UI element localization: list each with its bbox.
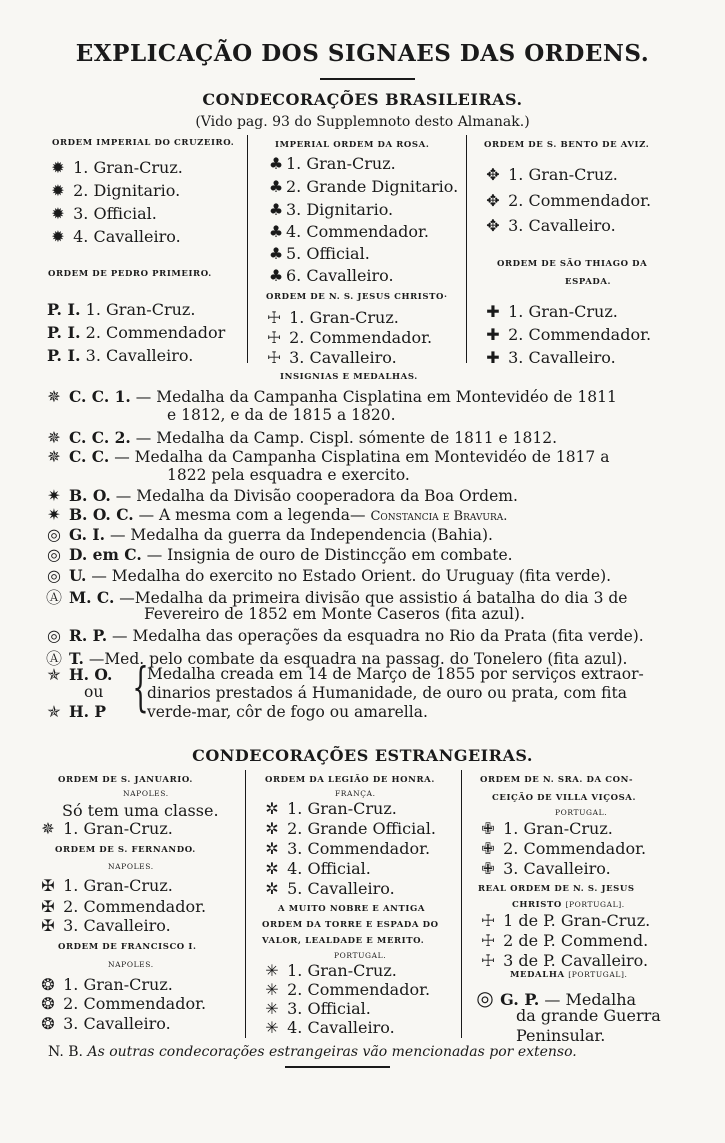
list-item: ✥ 1. Gran-Cruz. [483, 165, 618, 184]
rose-medal-icon: ♣ [268, 177, 284, 196]
list-item: ❂ 1. Gran-Cruz. [38, 975, 173, 994]
medal-entry: ✵ C. C. — Medalha da Campanha Cisplatina em Montevidéo de 1817 a [44, 447, 609, 466]
list-item: P. I. 2. Commendador [47, 323, 226, 342]
medal-entry-cont: Fevereiro de 1852 em Monte Caseros (fita azul). [144, 605, 525, 623]
section-heading-brasileiras: CONDECORAÇÕES BRASILEIRAS. [202, 90, 523, 109]
list-item: ✳ 4. Cavalleiro. [262, 1018, 395, 1037]
order-heading-januario: ORDEM DE S. JANUARIO. [58, 775, 193, 785]
list-item: ✚ 1. Gran-Cruz. [483, 302, 618, 321]
list-item: ✳ 3. Official. [262, 999, 371, 1018]
list-item: ✙ 2. Commendador. [478, 839, 646, 858]
order-heading-christo-pt: REAL ORDEM DE N. S. JESUS [478, 884, 635, 894]
country-label: FRANÇA. [335, 789, 376, 798]
order-heading-medalha: MEDALHA [PORTUGAL]. [510, 970, 628, 980]
medal-entry-cont: 1822 pela esquadra e exercito. [167, 466, 410, 484]
medal-entry: ✵ C. C. 1. — Medalha da Campanha Cisplatina em Montevidéo de 1811 [44, 387, 617, 406]
order-heading-cruzeiro: ORDEM IMPERIAL DO CRUZEIRO. [52, 138, 235, 148]
list-item: ☩ 1. Gran-Cruz. [264, 308, 399, 327]
medal-entry: Ⓐ M. C. —Medalha da primeira divisão que assistio á batalha do dia 3 de [44, 585, 627, 608]
order-heading-pedro: ORDEM DE PEDRO PRIMEIRO. [48, 269, 212, 279]
tower-sword-star-icon: ✳ [265, 1018, 279, 1037]
cross-icon: ☩ [480, 951, 496, 970]
medal-entry: ◎ R. P. — Medalha das operações da esquadra no Rio da Prata (fita verde). [44, 626, 644, 645]
order-heading-fernando: ORDEM DE S. FERNANDO. [55, 845, 196, 855]
conceicao-cross-icon: ✙ [481, 859, 495, 878]
list-item: ✠ 3. Cavalleiro. [38, 916, 171, 935]
ring-medal-icon: ◎ [47, 545, 61, 564]
list-item: ✙ 3. Cavalleiro. [478, 859, 611, 878]
legion-star-icon: ✲ [265, 859, 279, 878]
list-item: ☩ 1 de P. Gran-Cruz. [478, 911, 650, 930]
list-item: ❂ 2. Commendador. [38, 994, 206, 1013]
country-label: PORTUGAL. [334, 951, 387, 960]
tower-sword-star-icon: ✳ [265, 999, 279, 1018]
list-item: P. I. 1. Gran-Cruz. [47, 300, 196, 319]
list-item: ✙ 1. Gran-Cruz. [478, 819, 613, 838]
medal-entry: ✷ B. O. C. — A mesma com a legenda— Constancia e Bravura. [44, 505, 507, 524]
rose-medal-icon: ♣ [268, 154, 284, 173]
medal-description: verde-mar, côr de fogo ou amarella. [147, 703, 428, 721]
order-heading-conceicao: ORDEM DE N. SRA. DA CON- [480, 775, 634, 785]
list-item: ✥ 2. Commendador. [483, 191, 651, 210]
list-item: ✹ 2. Dignitario. [48, 181, 180, 200]
column-divider [461, 770, 462, 1038]
tower-sword-star-icon: ✳ [265, 980, 279, 999]
list-item: ✹ 1. Gran-Cruz. [48, 158, 183, 177]
order-heading-torre-cont: ORDEM DA TORRE E ESPADA DO [262, 920, 439, 930]
circle-a-medal-icon: Ⓐ [45, 649, 62, 668]
medal-entry-hp: ✯ H. P [44, 702, 106, 721]
round-medal-icon: ❂ [41, 1014, 55, 1033]
column-divider [466, 135, 467, 363]
list-item-cont: da grande Guerra [516, 1006, 661, 1025]
star-medal-icon: ✷ [47, 486, 61, 505]
circle-a-medal-icon: Ⓐ [45, 588, 62, 607]
fleury-cross-icon: ✥ [486, 165, 500, 184]
column-divider [247, 135, 248, 363]
medal-entry: ◎ G. I. — Medalha da guerra da Independencia (Bahia). [44, 525, 493, 544]
order-heading-francisco: ORDEM DE FRANCISCO I. [58, 942, 197, 952]
medal-entry-ho: ✯ H. O. [44, 665, 112, 684]
fleury-cross-icon: ✥ [486, 216, 500, 235]
order-heading-conceicao-cont: CEIÇÃO DE VILLA VIÇOSA. [492, 793, 637, 803]
sword-cross-icon: ✚ [486, 348, 500, 367]
list-item: ☩ 2 de P. Commend. [478, 931, 648, 950]
rose-medal-icon: ♣ [268, 222, 284, 241]
fleury-cross-icon: ✥ [486, 191, 500, 210]
star-medal-icon: ✯ [47, 702, 61, 721]
medal-entry-cont: e 1812, e da de 1815 a 1820. [167, 406, 396, 424]
list-item: ✲ 1. Gran-Cruz. [262, 799, 397, 818]
conceicao-cross-icon: ✙ [481, 819, 495, 838]
list-item: ♣ 2. Grande Dignitario. [266, 177, 458, 196]
country-label: PORTUGAL. [555, 808, 608, 817]
list-item: ✵ 1. Gran-Cruz. [38, 819, 173, 838]
medal-entry: Ⓐ T. —Med. pelo combate da esquadra na passag. do Tonelero (fita azul). [44, 646, 627, 669]
sword-cross-icon: ✚ [486, 325, 500, 344]
list-item: ✳ 2. Commendador. [262, 980, 430, 999]
list-item: ✳ 1. Gran-Cruz. [262, 961, 397, 980]
list-item: ♣ 1. Gran-Cruz. [266, 154, 396, 173]
footnote: N. B. As outras condecorações estrangeiras vão mencionadas por extenso. [48, 1044, 577, 1060]
divider [285, 1066, 390, 1068]
page-title: EXPLICAÇÃO DOS SIGNAES DAS ORDENS. [75, 40, 650, 67]
ring-medal-icon: ◎ [476, 986, 494, 1010]
star-medal-icon: ✯ [47, 665, 61, 684]
list-item: ✥ 3. Cavalleiro. [483, 216, 616, 235]
ring-medal-icon: ◎ [47, 626, 61, 645]
country-label: NAPOLES. [123, 789, 169, 798]
section-subheading-insignias: INSIGNIAS E MEDALHAS. [280, 372, 418, 382]
star-medal-icon: ✹ [51, 181, 65, 200]
list-item: ☩ 2. Commendador. [264, 328, 432, 347]
order-heading-thiago-cont: ESPADA. [565, 277, 612, 287]
reference-note: (Vido pag. 93 do Supplemnoto desto Almanak.) [195, 114, 530, 130]
list-item: ✲ 5. Cavalleiro. [262, 879, 395, 898]
cross-icon: ☩ [480, 911, 496, 930]
list-item: ◎ G. P. — Medalha [476, 986, 637, 1010]
medal-description: Medalha creada em 14 de Março de 1855 por serviços extraor- [147, 665, 644, 683]
order-heading-christo: ORDEM DE N. S. JESUS CHRISTO· [266, 292, 448, 302]
legion-star-icon: ✲ [265, 839, 279, 858]
medal-entry: ◎ U. — Medalha do exercito no Estado Orient. do Uruguay (fita verde). [44, 566, 611, 585]
list-item: ✲ 3. Commendador. [262, 839, 430, 858]
divider [320, 78, 415, 80]
tower-sword-star-icon: ✳ [265, 961, 279, 980]
star-medal-icon: ✷ [47, 505, 61, 524]
cross-pattee-icon: ✠ [41, 876, 55, 895]
list-item: ☩ 3. Cavalleiro. [264, 348, 397, 367]
column-divider [245, 770, 246, 1038]
list-item: ✠ 1. Gran-Cruz. [38, 876, 173, 895]
list-item: ✠ 2. Commendador. [38, 897, 206, 916]
ring-medal-icon: ◎ [47, 566, 61, 585]
medal-entry: ✵ C. C. 2. — Medalha da Camp. Cispl. sómente de 1811 e 1812. [44, 428, 557, 447]
list-item: ♣ 3. Dignitario. [266, 200, 393, 219]
list-item: ❂ 3. Cavalleiro. [38, 1014, 171, 1033]
sword-cross-icon: ✚ [486, 302, 500, 321]
medal-entry: ✷ B. O. — Medalha da Divisão cooperadora da Boa Ordem. [44, 486, 518, 505]
star-cross-icon: ✵ [47, 447, 61, 466]
conceicao-cross-icon: ✙ [481, 839, 495, 858]
list-item: ✲ 2. Grande Official. [262, 819, 436, 838]
round-medal-icon: ❂ [41, 994, 55, 1013]
cross-icon: ☩ [266, 308, 282, 327]
ring-medal-icon: ◎ [47, 525, 61, 544]
legion-star-icon: ✲ [265, 799, 279, 818]
order-heading-thiago: ORDEM DE SÃO THIAGO DA [497, 259, 648, 269]
list-item: ✚ 2. Commendador. [483, 325, 651, 344]
cross-pattee-icon: ✠ [41, 897, 55, 916]
list-item: ♣ 5. Official. [266, 244, 370, 263]
cross-icon: ☩ [266, 328, 282, 347]
cross-pattee-icon: ✠ [41, 916, 55, 935]
medal-entry: ◎ D. em C. — Insignia de ouro de Distincção em combate. [44, 545, 513, 564]
cross-icon: ☩ [266, 348, 282, 367]
brace: { [132, 658, 149, 718]
legion-star-icon: ✲ [265, 819, 279, 838]
list-item: ✚ 3. Cavalleiro. [483, 348, 616, 367]
medal-description: dinarios prestados á Humanidade, de ouro ou prata, com fita [147, 684, 627, 702]
rose-medal-icon: ♣ [268, 200, 284, 219]
order-heading-christo-pt-cont: CHRISTO [PORTUGAL]. [512, 900, 625, 910]
order-heading-torre: A MUITO NOBRE E ANTIGA [278, 904, 426, 914]
list-item: ✹ 3. Official. [48, 204, 157, 223]
list-item: ✲ 4. Official. [262, 859, 371, 878]
star-medal-icon: ✹ [51, 204, 65, 223]
order-heading-rosa: IMPERIAL ORDEM DA ROSA. [275, 140, 430, 150]
star-cross-icon: ✵ [47, 428, 61, 447]
country-label: NAPOLES. [108, 960, 154, 969]
rose-medal-icon: ♣ [268, 266, 284, 285]
legion-star-icon: ✲ [265, 879, 279, 898]
section-heading-estrangeiras: CONDECORAÇÕES ESTRANGEIRAS. [192, 746, 533, 765]
list-item-cont: Peninsular. [516, 1026, 606, 1045]
star-medal-icon: ✹ [51, 227, 65, 246]
round-medal-icon: ❂ [41, 975, 55, 994]
list-item: ♣ 4. Commendador. [266, 222, 429, 241]
star-cross-icon: ✵ [47, 387, 61, 406]
cross-icon: ☩ [480, 931, 496, 950]
star-medal-icon: ✹ [51, 158, 65, 177]
list-item: ♣ 6. Cavalleiro. [266, 266, 394, 285]
list-item: ✹ 4. Cavalleiro. [48, 227, 181, 246]
order-heading-aviz: ORDEM DE S. BENTO DE AVIZ. [484, 140, 650, 150]
order-heading-legiao: ORDEM DA LEGIÃO DE HONRA. [265, 775, 435, 785]
note-text: Só tem uma classe. [62, 801, 219, 820]
country-label: NAPOLES. [108, 862, 154, 871]
star-cross-icon: ✵ [41, 819, 55, 838]
list-item: P. I. 3. Cavalleiro. [47, 346, 194, 365]
list-item: ☩ 3 de P. Cavalleiro. [478, 951, 648, 970]
order-heading-torre-cont: VALOR, LEALDADE E MERITO. [262, 936, 425, 946]
medal-entry-or: ou [84, 683, 104, 701]
rose-medal-icon: ♣ [268, 244, 284, 263]
